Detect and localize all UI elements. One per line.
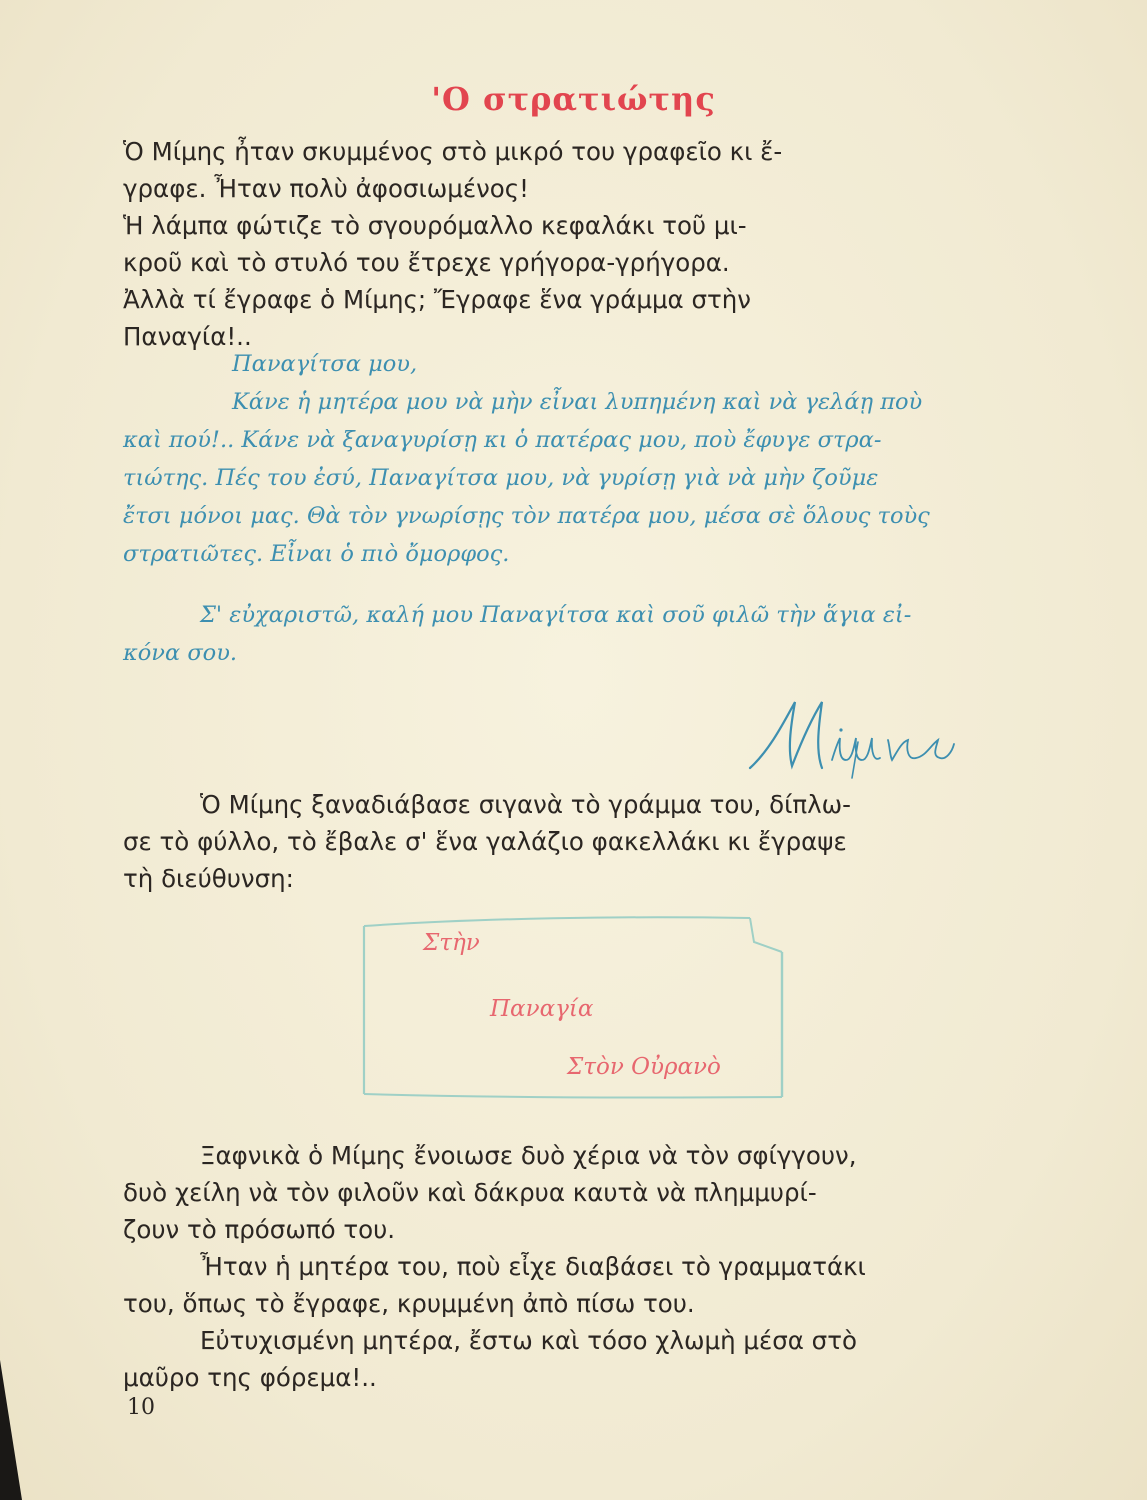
letter-line: Κάνε ἡ μητέρα μου νὰ μὴν εἶναι λυπημένη καὶ νὰ γελάῃ ποὺ <box>232 389 923 415</box>
signature-mimis <box>740 690 980 780</box>
letter-line: κόνα σου. <box>123 640 238 666</box>
middle-line: Ὁ Μίμης ξαναδιάβασε σιγανὰ τὸ γράμμα του, δίπλω- <box>200 790 852 819</box>
intro-paragraph <box>123 133 782 355</box>
middle-line: σε τὸ φύλλο, τὸ ἔβαλε σ' ἕνα γαλάζιο φακελλάκι κι ἔγραψε <box>123 827 847 856</box>
letter-line: στρατιῶτες. Εἶναι ὁ πιὸ ὄμορφος. <box>123 541 510 567</box>
intro-line: Ὁ Μίμης ἦταν σκυμμένος στὸ μικρό του γραφεῖο κι ἔ- <box>123 137 783 166</box>
closing-line: δυὸ χείλη νὰ τὸν φιλοῦν καὶ δάκρυα καυτὰ νὰ πλημμυρί- <box>123 1178 817 1207</box>
closing-line: ζουν τὸ πρόσωπό του. <box>123 1215 396 1244</box>
letter-greeting: Παναγίτσα μου, <box>232 351 418 377</box>
page-edge-shadow <box>0 1360 22 1500</box>
middle-paragraph <box>123 786 852 897</box>
intro-line: κροῦ καὶ τὸ στυλό του ἔτρεχε γρήγορα-γρήγορα. <box>123 248 730 277</box>
closing-line: Εὐτυχισμένη μητέρα, ἔστω καὶ τόσο χλωμὴ μέσα στὸ <box>200 1326 857 1355</box>
intro-line: γραφε. Ἦταν πολὺ ἀφοσιωμένος! <box>123 174 529 203</box>
letter-line: καὶ πού!.. Κάνε νὰ ξαναγυρίσῃ κι ὁ πατέρας μου, ποὺ ἔφυγε στρα- <box>123 427 882 453</box>
middle-line: τὴ διεύθυνση: <box>123 864 294 893</box>
closing-line: μαῦρο της φόρεμα!.. <box>123 1363 377 1392</box>
letter-line: τιώτης. Πές του ἐσύ, Παναγίτσα μου, νὰ γυρίσῃ γιὰ νὰ μὴν ζοῦμε <box>123 465 879 491</box>
letter-line: ἔτσι μόνοι μας. Θὰ τὸν γνωρίσῃς τὸν πατέρα μου, μέσα σὲ ὅλους τοὺς <box>123 503 930 529</box>
story-title: 'Ο στρατιώτης <box>431 80 716 118</box>
closing-paragraph <box>123 1137 866 1396</box>
envelope-line: Στὴν <box>423 930 480 956</box>
intro-line: Ἡ λάμπα φώτιζε τὸ σγουρόμαλλο κεφαλάκι τοῦ μι- <box>123 211 747 240</box>
intro-line: Ἀλλὰ τί ἔγραφε ὁ Μίμης; Ἔγραφε ἕνα γράμμα στὴν <box>123 285 751 314</box>
page-number: 10 <box>127 1395 155 1420</box>
closing-line: του, ὅπως τὸ ἔγραφε, κρυμμένη ἀπὸ πίσω του. <box>123 1289 695 1318</box>
letter-line: Σ' εὐχαριστῶ, καλή μου Παναγίτσα καὶ σοῦ φιλῶ τὴν ἅγια εἰ- <box>200 602 912 628</box>
closing-line: Ἦταν ἡ μητέρα του, ποὺ εἶχε διαβάσει τὸ γραμματάκι <box>200 1252 866 1281</box>
envelope-line: Παναγία <box>490 996 594 1022</box>
closing-line: Ξαφνικὰ ὁ Μίμης ἔνοιωσε δυὸ χέρια νὰ τὸν σφίγγουν, <box>200 1141 857 1170</box>
intro-line: Παναγία!.. <box>123 322 252 351</box>
envelope-line: Στὸν Οὐρανὸ <box>567 1054 721 1080</box>
